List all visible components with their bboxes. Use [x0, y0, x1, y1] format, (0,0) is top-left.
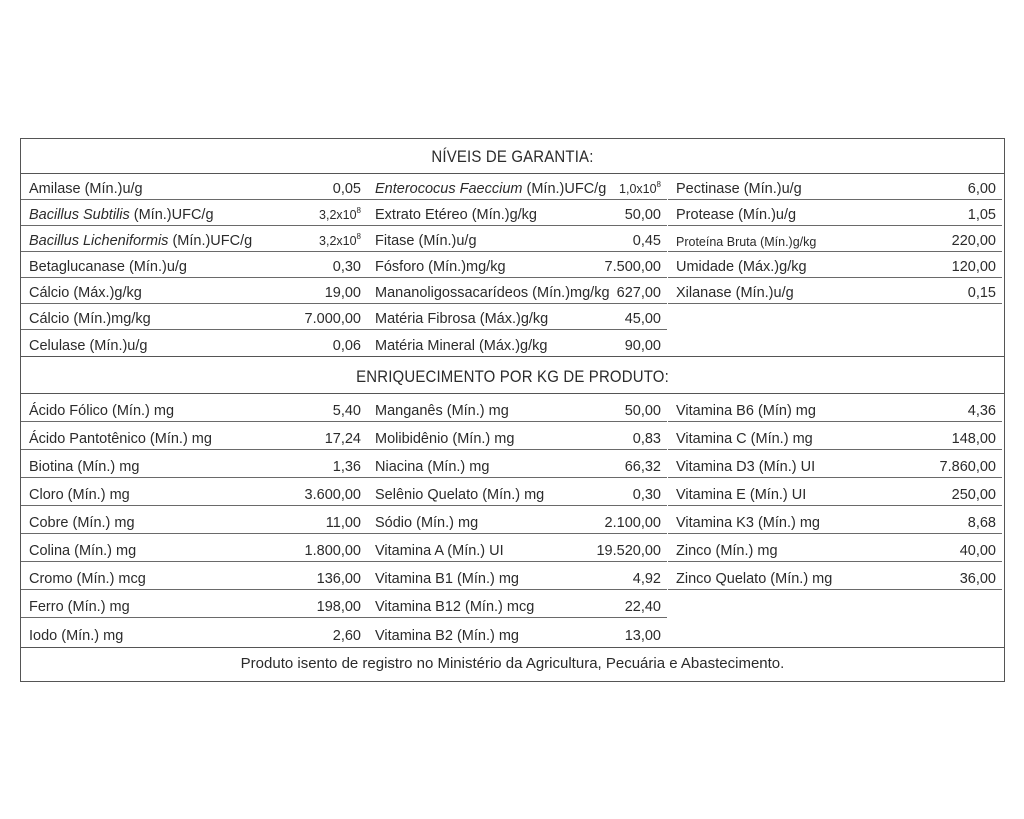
unit-text: (Mín.)UFC/g — [129, 207, 214, 223]
row-value — [319, 232, 361, 249]
unit-text: (Mín.)UFC/g — [522, 181, 607, 197]
row-value: 17,24 — [324, 431, 361, 447]
row-label: Vitamina E (Mín.) UI — [676, 487, 807, 503]
row-label: Vitamina B1 (Mín.) mg — [375, 571, 519, 587]
row-label: Cálcio (Mín.)mg/kg — [29, 311, 151, 327]
row-value: 22,40 — [624, 599, 661, 615]
row-value: 4,92 — [632, 571, 661, 587]
row-value: 19,00 — [324, 285, 361, 301]
row-value: 1.800,00 — [304, 543, 361, 559]
row-label: Iodo (Mín.) mg — [29, 628, 124, 644]
row-label: Cromo (Mín.) mcg — [29, 571, 146, 587]
table-row — [367, 534, 667, 562]
row-label: Colina (Mín.) mg — [29, 543, 137, 559]
row-value: 6,00 — [967, 181, 996, 197]
row-value: 0,06 — [332, 338, 361, 354]
row-label: Betaglucanase (Mín.)u/g — [29, 259, 187, 275]
table-row — [367, 506, 667, 534]
row-value: 136,00 — [316, 571, 361, 587]
value-exponent: 8 — [356, 206, 361, 216]
row-value: 198,00 — [316, 599, 361, 615]
divider — [21, 356, 1004, 357]
row-value: 0,15 — [967, 285, 996, 301]
row-label — [29, 207, 214, 223]
row-label: Vitamina D3 (Mín.) UI — [676, 459, 816, 475]
table-row — [367, 278, 667, 304]
table-row — [367, 450, 667, 478]
row-label: Amilase (Mín.)u/g — [29, 181, 143, 197]
table-row — [21, 618, 367, 646]
row-value: 36,00 — [959, 571, 996, 587]
row-label: Xilanase (Mín.)u/g — [676, 285, 794, 301]
table-row — [21, 200, 367, 226]
row-label: Molibidênio (Mín.) mg — [375, 431, 515, 447]
row-label: Ácido Pantotênico (Mín.) mg — [29, 431, 212, 447]
row-label: Proteína Bruta (Mín.)g/kg — [676, 235, 817, 249]
garantia-title: NÍVEIS DE GARANTIA: — [431, 147, 594, 166]
row-label: Zinco Quelato (Mín.) mg — [676, 571, 833, 587]
row-label: Fitase (Mín.)u/g — [375, 233, 477, 249]
table-row — [367, 562, 667, 590]
table-row — [21, 226, 367, 252]
row-value: 7.500,00 — [604, 259, 661, 275]
enriquecimento-title: ENRIQUECIMENTO POR KG DE PRODUTO: — [356, 367, 669, 386]
value-base: 3,2x10 — [319, 208, 357, 222]
table-row — [21, 450, 367, 478]
enriquecimento-column-1 — [21, 394, 367, 646]
row-value: 0,30 — [632, 487, 661, 503]
table-row — [367, 330, 667, 356]
table-row — [367, 200, 667, 226]
value-base: 1,0x10 — [619, 182, 657, 196]
row-label: Vitamina K3 (Mín.) mg — [676, 515, 820, 531]
table-row — [21, 506, 367, 534]
divider — [21, 647, 1004, 648]
row-label: Ferro (Mín.) mg — [29, 599, 130, 615]
row-value: 0,30 — [332, 259, 361, 275]
table-row — [668, 278, 1002, 304]
row-value: 2.100,00 — [604, 515, 661, 531]
table-row — [367, 174, 667, 200]
table-row — [668, 174, 1002, 200]
row-label: Sódio (Mín.) mg — [375, 515, 479, 531]
row-label: Niacina (Mín.) mg — [375, 459, 490, 475]
value-base: 3,2x10 — [319, 234, 357, 248]
table-row — [668, 422, 1002, 450]
table-row — [367, 478, 667, 506]
table-row — [21, 394, 367, 422]
unit-text: (Mín.)UFC/g — [168, 233, 253, 249]
species-name: Enterococus Faeccium — [375, 181, 523, 197]
row-value: 8,68 — [967, 515, 996, 531]
row-label: Pectinase (Mín.)u/g — [676, 181, 802, 197]
row-value: 148,00 — [951, 431, 996, 447]
nutrition-table — [20, 138, 1005, 682]
garantia-column-2 — [367, 174, 667, 356]
row-value: 4,36 — [967, 403, 996, 419]
row-value: 0,45 — [632, 233, 661, 249]
row-value: 627,00 — [616, 285, 661, 301]
row-label: Protease (Mín.)u/g — [676, 207, 797, 223]
row-value: 250,00 — [951, 487, 996, 503]
row-value — [319, 206, 361, 223]
table-row — [367, 304, 667, 330]
row-value: 45,00 — [624, 311, 661, 327]
table-row — [668, 226, 1002, 252]
row-label: Celulase (Mín.)u/g — [29, 338, 148, 354]
row-value: 220,00 — [951, 233, 996, 249]
row-value: 50,00 — [624, 403, 661, 419]
row-value: 40,00 — [959, 543, 996, 559]
table-row — [21, 534, 367, 562]
row-value: 0,05 — [332, 181, 361, 197]
table-row — [668, 200, 1002, 226]
row-label: Selênio Quelato (Mín.) mg — [375, 487, 545, 503]
value-exponent: 8 — [356, 232, 361, 242]
species-name: Bacillus Subtilis — [29, 207, 130, 223]
table-row — [367, 590, 667, 618]
table-row — [668, 506, 1002, 534]
row-value: 66,32 — [624, 459, 661, 475]
row-value: 13,00 — [624, 628, 661, 644]
row-label: Matéria Mineral (Máx.)g/kg — [375, 338, 548, 354]
table-row — [21, 278, 367, 304]
row-value: 2,60 — [332, 628, 361, 644]
row-label: Ácido Fólico (Mín.) mg — [29, 403, 175, 419]
table-row — [668, 478, 1002, 506]
table-row — [367, 226, 667, 252]
table-row — [21, 304, 367, 330]
row-value: 0,83 — [632, 431, 661, 447]
table-row — [668, 562, 1002, 590]
footer-note: Produto isento de registro no Ministério da Agricultura, Pecuária e Abastecimento. — [240, 655, 785, 672]
table-row — [367, 422, 667, 450]
table-row — [21, 562, 367, 590]
row-label: Fósforo (Mín.)mg/kg — [375, 259, 506, 275]
row-label: Manganês (Mín.) mg — [375, 403, 509, 419]
garantia-column-1 — [21, 174, 367, 356]
row-label — [375, 181, 606, 197]
row-value: 11,00 — [325, 515, 361, 531]
enriquecimento-column-2 — [367, 394, 667, 646]
row-label: Umidade (Máx.)g/kg — [676, 259, 807, 275]
row-value: 1,05 — [967, 207, 996, 223]
table-row — [21, 422, 367, 450]
row-value: 3.600,00 — [304, 487, 361, 503]
table-row — [21, 174, 367, 200]
table-row — [668, 394, 1002, 422]
table-row — [668, 534, 1002, 562]
row-value: 120,00 — [951, 259, 996, 275]
table-row — [668, 450, 1002, 478]
table-row — [367, 618, 667, 646]
row-label: Vitamina A (Mín.) UI — [375, 543, 504, 559]
row-label — [29, 233, 252, 249]
row-label: Vitamina B2 (Mín.) mg — [375, 628, 519, 644]
row-label: Vitamina B12 (Mín.) mcg — [375, 599, 535, 615]
row-label: Vitamina B6 (Mín) mg — [676, 403, 816, 419]
row-value: 19.520,00 — [596, 543, 661, 559]
table-row — [21, 252, 367, 278]
garantia-column-3 — [668, 174, 1002, 304]
row-value: 50,00 — [624, 207, 661, 223]
row-label: Zinco (Mín.) mg — [676, 543, 778, 559]
row-value: 7.860,00 — [939, 459, 996, 475]
table-row — [668, 252, 1002, 278]
row-value: 1,36 — [332, 459, 361, 475]
row-label: Biotina (Mín.) mg — [29, 459, 140, 475]
row-label: Vitamina C (Mín.) mg — [676, 431, 813, 447]
row-label: Matéria Fibrosa (Máx.)g/kg — [375, 311, 549, 327]
value-exponent: 8 — [656, 180, 661, 190]
row-label: Extrato Etéreo (Mín.)g/kg — [375, 207, 537, 223]
table-row — [367, 394, 667, 422]
row-label: Cobre (Mín.) mg — [29, 515, 135, 531]
row-label: Cloro (Mín.) mg — [29, 487, 130, 503]
row-value: 7.000,00 — [304, 311, 361, 327]
table-row — [21, 330, 367, 356]
row-value: 90,00 — [624, 338, 661, 354]
row-label: Cálcio (Máx.)g/kg — [29, 285, 142, 301]
row-value — [619, 180, 661, 197]
table-row — [21, 478, 367, 506]
row-value: 5,40 — [332, 403, 361, 419]
enriquecimento-column-3 — [668, 394, 1002, 590]
table-row — [21, 590, 367, 618]
species-name: Bacillus Licheniformis — [29, 233, 169, 249]
table-row — [367, 252, 667, 278]
row-label: Mananoligossacarídeos (Mín.)mg/kg — [375, 285, 610, 301]
